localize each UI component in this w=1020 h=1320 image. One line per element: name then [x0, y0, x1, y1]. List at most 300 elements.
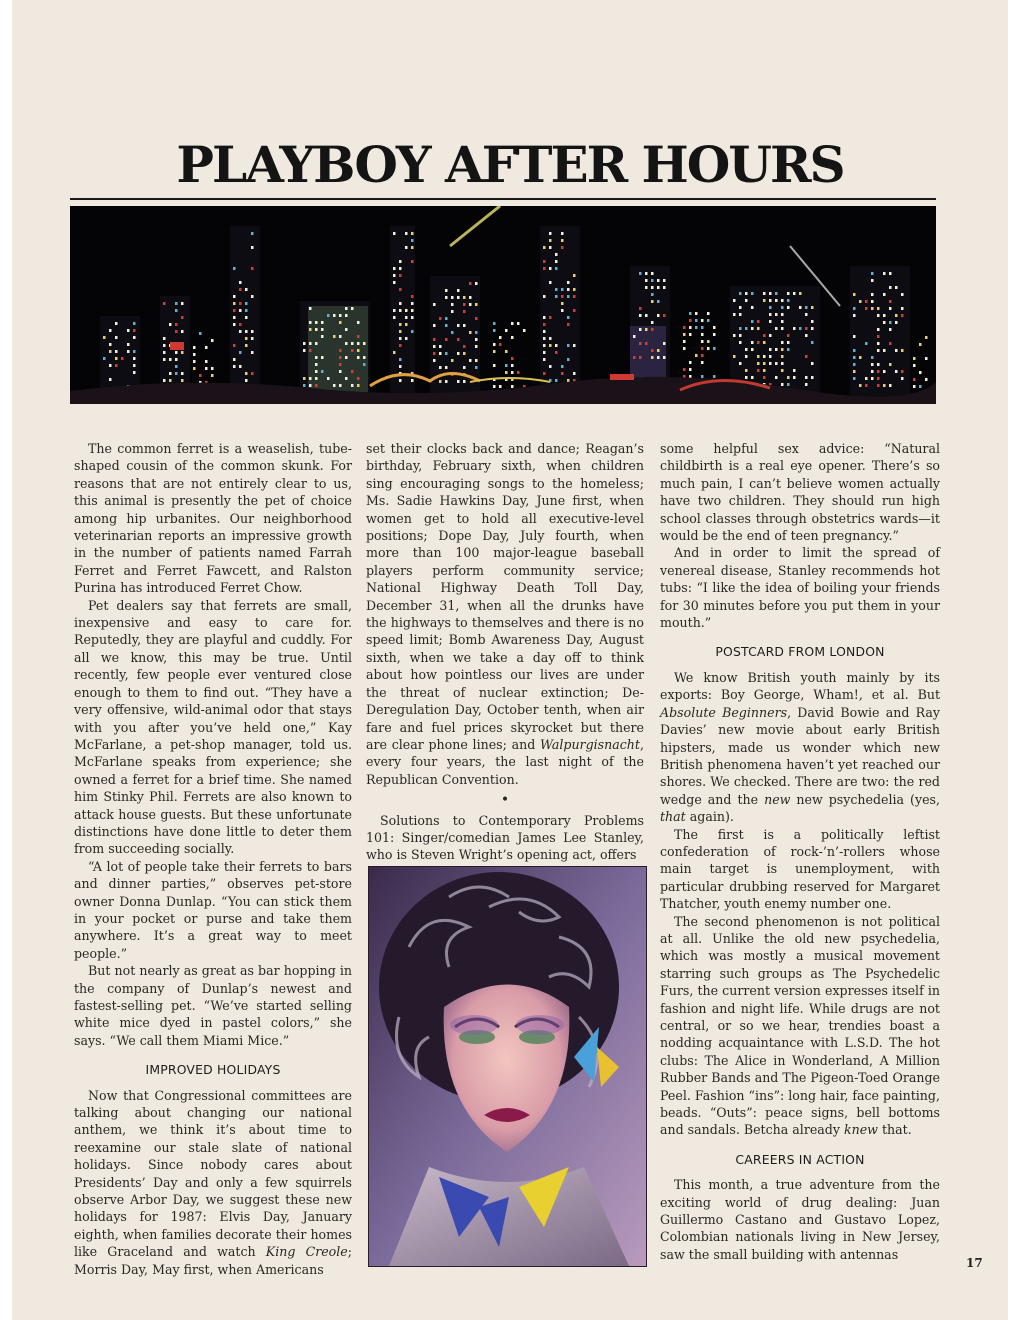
skyline-window [411, 302, 414, 305]
skyline-window [463, 310, 466, 313]
paragraph: This month, a true adventure from the exciting world of drug dealing: Juan Guillermo Castano and Gustavo Lopez, Colombian nationals living in New Jersey, saw the small building with antennas [660, 1177, 940, 1262]
skyline-window [787, 292, 790, 295]
skyline-window [451, 296, 454, 299]
skyline-window [321, 370, 324, 373]
skyline-window [181, 316, 184, 319]
skyline-window [549, 232, 552, 235]
skyline-window [781, 355, 784, 358]
skyline-window [233, 267, 236, 270]
skyline-window [193, 346, 196, 349]
skyline-window [775, 327, 778, 330]
skyline-window [233, 309, 236, 312]
skyline-window [163, 302, 166, 305]
skyline-window [689, 326, 692, 329]
skyline-window [315, 342, 318, 345]
skyline-window [205, 367, 208, 370]
skyline-window [889, 384, 892, 387]
skyline-window [663, 279, 666, 282]
skyline-window [799, 292, 802, 295]
skyline-window [351, 349, 354, 352]
skyline-window [889, 342, 892, 345]
skyline-window [345, 377, 348, 380]
skyline-window [469, 331, 472, 334]
skyline-window [889, 286, 892, 289]
skyline-window [411, 246, 414, 249]
skyline-window [399, 274, 402, 277]
skyline-window [769, 299, 772, 302]
skyline-window [689, 319, 692, 322]
skyline-window [445, 352, 448, 355]
skyline-window [763, 355, 766, 358]
skyline-window [913, 357, 916, 360]
page-number: 17 [966, 1256, 983, 1270]
skyline-window [901, 314, 904, 317]
italic-run: Absolute Beginners [660, 704, 788, 720]
skyline-window [411, 316, 414, 319]
skyline-window [475, 366, 478, 369]
skyline-window [793, 369, 796, 372]
skyline-window [561, 372, 564, 375]
skyline-window [689, 375, 692, 378]
skyline-window [853, 307, 856, 310]
text-run: again). [685, 809, 734, 825]
skyline-window [701, 319, 704, 322]
skyline-window [309, 384, 312, 387]
skyline-window [333, 384, 336, 387]
skyline-window [351, 307, 354, 310]
skyline-window [133, 322, 136, 325]
skyline-window [745, 299, 748, 302]
skyline-window [853, 356, 856, 359]
skyline-window [549, 246, 552, 249]
skyline-window [251, 337, 254, 340]
skyline-window [399, 302, 402, 305]
skyline-window [561, 309, 564, 312]
skyline-window [757, 341, 760, 344]
skyline-window [321, 321, 324, 324]
skyline-window [439, 366, 442, 369]
skyline-window [303, 342, 306, 345]
skyline-window [811, 327, 814, 330]
skyline-window [433, 338, 436, 341]
skyline-window [351, 342, 354, 345]
skyline-window [475, 359, 478, 362]
skyline-window [775, 348, 778, 351]
skyline-window [457, 289, 460, 292]
skyline-window [739, 306, 742, 309]
skyline-window [109, 378, 112, 381]
page-title: PLAYBOY AFTER HOURS [176, 135, 844, 194]
skyline-window [463, 352, 466, 355]
italic-run: King Creole [265, 1244, 348, 1260]
skyline-window [245, 302, 248, 305]
skyline-window [865, 307, 868, 310]
skyline-window [251, 232, 254, 235]
skyline-window [695, 319, 698, 322]
skyline-window [781, 320, 784, 323]
skyline-window [315, 384, 318, 387]
section-heading: IMPROVED HOLIDAYS [145, 1062, 281, 1078]
skyline-window [751, 306, 754, 309]
skyline-window [787, 383, 790, 386]
skyline-window [805, 383, 808, 386]
skyline-window [211, 367, 214, 370]
skyline-window [775, 299, 778, 302]
skyline-window [889, 321, 892, 324]
skyline-window [543, 330, 546, 333]
skyline-window [769, 313, 772, 316]
skyline-window [745, 348, 748, 351]
skyline-window [883, 370, 886, 373]
skyline-window [651, 300, 654, 303]
skyline-window [245, 337, 248, 340]
skyline-window [549, 365, 552, 368]
skyline-window [901, 307, 904, 310]
skyline-window [555, 379, 558, 382]
skyline-window [493, 364, 496, 367]
skyline-window [775, 376, 778, 379]
skyline-window [175, 372, 178, 375]
skyline-window [871, 377, 874, 380]
skyline-window [493, 329, 496, 332]
skyline-window [445, 380, 448, 383]
skyline-window [181, 302, 184, 305]
skyline-window [463, 303, 466, 306]
skyline-window [345, 342, 348, 345]
skyline-window [805, 334, 808, 337]
skyline-window [327, 377, 330, 380]
skyline-window [169, 372, 172, 375]
skyline-window [555, 295, 558, 298]
skyline-window [781, 369, 784, 372]
skyline-window [469, 359, 472, 362]
skyline-window [567, 323, 570, 326]
skyline-window [701, 354, 704, 357]
skyline-window [651, 349, 654, 352]
skyline-window [109, 329, 112, 332]
skyline-window [445, 289, 448, 292]
skyline-window [181, 372, 184, 375]
skyline-window [543, 358, 546, 361]
skyline-window [751, 292, 754, 295]
skyline-window [475, 303, 478, 306]
skyline-window [877, 307, 880, 310]
skyline-window [163, 351, 166, 354]
skyline-window [859, 300, 862, 303]
skyline-window [683, 340, 686, 343]
skyline-window [663, 342, 666, 345]
skyline-window [327, 314, 330, 317]
skyline-window [757, 320, 760, 323]
skyline-window [657, 279, 660, 282]
skyline-window [109, 350, 112, 353]
skyline-window [733, 313, 736, 316]
skyline-window [163, 358, 166, 361]
skyline-window [567, 295, 570, 298]
skyline-window [781, 306, 784, 309]
skyline-window [321, 335, 324, 338]
skyline-window [901, 370, 904, 373]
skyline-window [169, 379, 172, 382]
skyline-window [555, 288, 558, 291]
skyline-window [543, 316, 546, 319]
text-run: that. [877, 1122, 912, 1138]
skyline-window [877, 349, 880, 352]
skyline-window [445, 296, 448, 299]
skyline-window [805, 313, 808, 316]
skyline-window [245, 372, 248, 375]
skyline-window [865, 377, 868, 380]
skyline-window [555, 267, 558, 270]
skyline-window [445, 324, 448, 327]
skyline-window [663, 286, 666, 289]
skyline-window [309, 377, 312, 380]
skyline-window [439, 345, 442, 348]
skyline-window [493, 350, 496, 353]
skyline-window [133, 336, 136, 339]
skyline-window [645, 286, 648, 289]
skyline-window [689, 312, 692, 315]
paragraph: The first is a politically leftist confederation of rock-’n’-rollers whose main target is unemployment, with particular drubbing reserved for Margaret Thatcher, youth enemy number one. [660, 826, 940, 912]
section-heading: CAREERS IN ACTION [735, 1151, 865, 1167]
skyline-window [757, 355, 760, 358]
skyline-window [883, 272, 886, 275]
skyline-window [239, 330, 242, 333]
skyline-window [439, 317, 442, 320]
skyline-window [315, 321, 318, 324]
skyline-window [853, 314, 856, 317]
skyline-window [543, 372, 546, 375]
skyline-window [239, 323, 242, 326]
skyline-window [925, 336, 928, 339]
skyline-window [663, 314, 666, 317]
skyline-window [315, 356, 318, 359]
skyline-window [769, 362, 772, 365]
skyline-window [751, 348, 754, 351]
skyline-window [707, 319, 710, 322]
skyline-window [405, 232, 408, 235]
skyline-window [457, 324, 460, 327]
skyline-window [913, 364, 916, 367]
paragraph [660, 669, 940, 826]
skyline-window [393, 316, 396, 319]
skyline-window [865, 300, 868, 303]
skyline-window [345, 356, 348, 359]
skyline-window [239, 288, 242, 291]
skyline-window [411, 239, 414, 242]
skyline-window [127, 343, 130, 346]
skyline-window [357, 349, 360, 352]
skyline-window [315, 377, 318, 380]
skyline-window [853, 377, 856, 380]
skyline-window [883, 349, 886, 352]
skyline-window [115, 357, 118, 360]
skyline-window [121, 357, 124, 360]
text-run: new psychedelia (yes, [790, 791, 941, 807]
skyline-window [811, 341, 814, 344]
skyline-window [505, 371, 508, 374]
skyline-window [493, 322, 496, 325]
skyline-window [433, 345, 436, 348]
text-run: , David Bowie and Ray Davies’ new movie about early British hipsters, made us wonder which new British phenomena haven’t yet reached our shores. We checked. There are two: the red wedge and the [660, 704, 941, 807]
skyline-window [707, 340, 710, 343]
skyline-window [245, 379, 248, 382]
skyline-window [713, 333, 716, 336]
section-bullet: • [500, 792, 510, 809]
paragraph: The common ferret is a weaselish, tube-shaped cousin of the common skunk. For reasons that are not entirely clear to us, this animal is presently the pet of choice among hip urbanites. Our neighborhood veterinarian reports an impressive growth in the number of patients named Farrah Ferret and Ferret Fawcett, and Ralston Purina has introduced Ferret Chow. [74, 441, 352, 596]
skyline-window [493, 343, 496, 346]
column-1 [74, 440, 352, 1278]
skyline-window [561, 246, 564, 249]
skyline-window [543, 351, 546, 354]
skyline-window [199, 374, 202, 377]
skyline-window [133, 364, 136, 367]
skyline-window [543, 344, 546, 347]
skyline-window [555, 253, 558, 256]
skyline-window [193, 360, 196, 363]
skyline-window [251, 246, 254, 249]
text-run: , every four years, the last night of the Republican Convention. [366, 736, 644, 787]
portrait-illustration [368, 866, 647, 1267]
skyline-window [567, 379, 570, 382]
skyline-window [567, 344, 570, 347]
skyline-window [895, 349, 898, 352]
skyline-window [315, 370, 318, 373]
skyline-window [799, 327, 802, 330]
skyline-window [751, 376, 754, 379]
skyline-window [745, 369, 748, 372]
skyline-window [303, 384, 306, 387]
skyline-window [781, 341, 784, 344]
skyline-window [549, 267, 552, 270]
skyline-window [163, 337, 166, 340]
skyline-window [357, 321, 360, 324]
skyline-window [469, 303, 472, 306]
skyline-window [411, 330, 414, 333]
skyline-window [763, 362, 766, 365]
skyline-window [475, 282, 478, 285]
skyline-window [405, 323, 408, 326]
skyline-window [475, 338, 478, 341]
skyline-window [775, 292, 778, 295]
skyline-window [757, 327, 760, 330]
skyline-window [469, 296, 472, 299]
skyline-window [517, 322, 520, 325]
skyline-window [251, 372, 254, 375]
skyline-window [363, 356, 366, 359]
skyline-window [333, 335, 336, 338]
skyline-window [787, 348, 790, 351]
skyline-window [433, 352, 436, 355]
skyline-window [351, 370, 354, 373]
skyline-window [573, 295, 576, 298]
skyline-window [245, 330, 248, 333]
skyline-window [775, 313, 778, 316]
skyline-window [793, 292, 796, 295]
skyline-window [499, 385, 502, 388]
skyline-window [781, 348, 784, 351]
skyline-window [175, 358, 178, 361]
skyline-window [865, 384, 868, 387]
skyline-window [769, 292, 772, 295]
skyline-window [233, 316, 236, 319]
skyline-window [889, 363, 892, 366]
skyline-window [345, 307, 348, 310]
skyline-window [871, 356, 874, 359]
skyline-window [919, 385, 922, 388]
skyline-window [683, 347, 686, 350]
paragraph: “A lot of people take their ferrets to bars and dinner parties,” observes pet-store owner Donna Dunlap. “You can stick them in your pocket or purse and take them anywhere. It’s a great way to meet people.” [74, 858, 352, 961]
skyline-window [633, 335, 636, 338]
skyline-window [567, 281, 570, 284]
skyline-window [133, 350, 136, 353]
skyline-window [639, 307, 642, 310]
paragraph: some helpful sex advice: “Natural childbirth is a real eye opener. There’s so much pain, I can’t believe women actually have two children. They should run high school classes through obstetrics wards—it would be the end of teen pregnancy.” [660, 441, 940, 544]
skyline-window [169, 323, 172, 326]
skyline-window [883, 321, 886, 324]
skyline-window [639, 328, 642, 331]
text-run: We know British youth mainly by its exports: Boy George, Wham!, et al. But [660, 669, 940, 703]
skyline-window [549, 337, 552, 340]
skyline-window [763, 376, 766, 379]
skyline-window [683, 368, 686, 371]
skyline-window [445, 317, 448, 320]
skyline-window [811, 320, 814, 323]
skyline-window [399, 365, 402, 368]
skyline-window [651, 293, 654, 296]
skyline-window [925, 357, 928, 360]
skyline-window [133, 371, 136, 374]
skyline-window [411, 295, 414, 298]
skyline-window [561, 302, 564, 305]
skyline-window [573, 274, 576, 277]
skyline-window [811, 376, 814, 379]
skyline-window [633, 356, 636, 359]
skyline-window [695, 354, 698, 357]
skyline-window [405, 246, 408, 249]
title-rule [70, 198, 936, 200]
italic-run: knew [843, 1122, 878, 1138]
skyline-window [695, 312, 698, 315]
skyline-window [805, 306, 808, 309]
skyline-window [103, 357, 106, 360]
skyline-window [399, 260, 402, 263]
skyline-window [309, 342, 312, 345]
skyline-window [315, 363, 318, 366]
skyline-window [793, 376, 796, 379]
skyline-window [333, 314, 336, 317]
skyline-window [511, 364, 514, 367]
text-run: ; Morris Day, May first, when Americans [74, 1244, 352, 1277]
skyline-window [321, 356, 324, 359]
skyline-window [543, 246, 546, 249]
skyline-window [895, 314, 898, 317]
skyline-window [751, 327, 754, 330]
skyline-image [70, 206, 936, 404]
skyline-window [115, 350, 118, 353]
skyline-window [651, 321, 654, 324]
skyline-window [769, 348, 772, 351]
skyline-window [919, 371, 922, 374]
skyline-window [689, 368, 692, 371]
skyline-window [645, 342, 648, 345]
paragraph: And in order to limit the spread of venereal disease, Stanley recommends hot tubs: “I like the idea of boiling your friends for 30 minutes before you put them in your mouth.” [660, 545, 940, 631]
skyline-window [303, 349, 306, 352]
skyline-window [645, 328, 648, 331]
skyline-window [357, 384, 360, 387]
skyline-window [701, 333, 704, 336]
skyline-window [251, 267, 254, 270]
